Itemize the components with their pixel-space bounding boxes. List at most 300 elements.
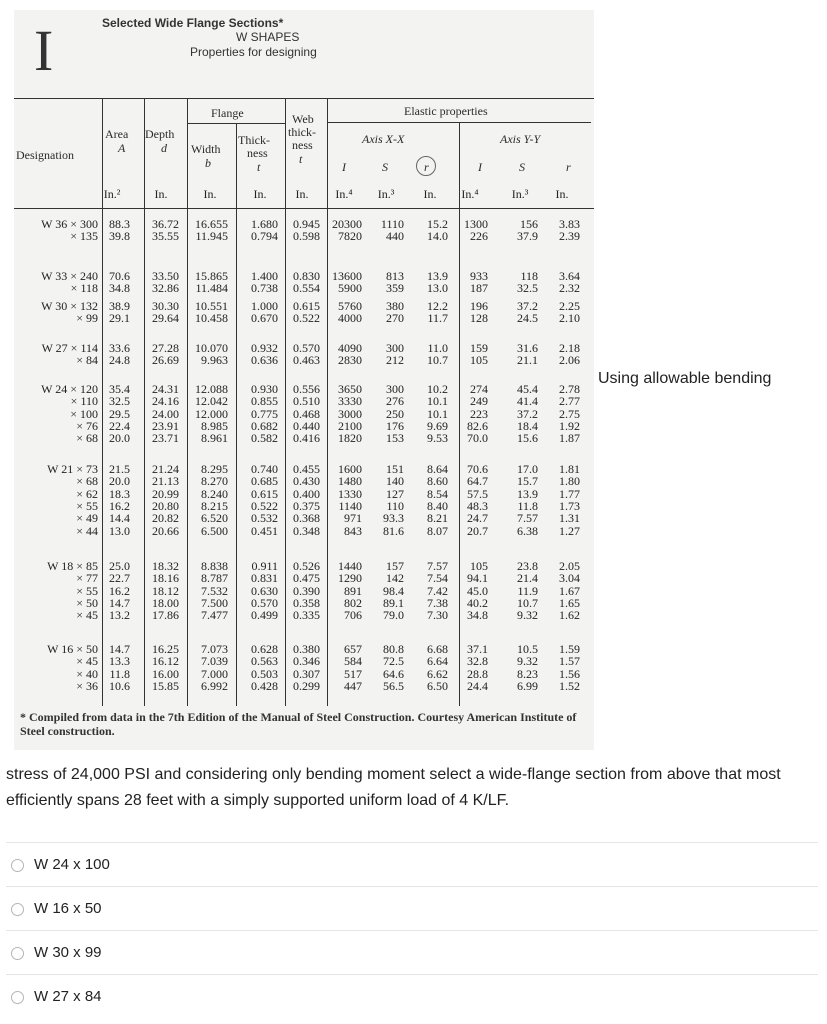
value-cell-tf: 0.532 [251,511,278,526]
unit-label: In. [203,187,217,201]
value-cell-rx: 8.21 [427,511,448,526]
value-cell-ix: 802 [344,595,362,610]
value-cell-tf: 0.499 [251,608,278,623]
value-cell-width: 7.500 [201,595,228,610]
header-r-y: r [566,160,571,174]
header-i-x: I [342,160,346,174]
value-cell-area: 14.4 [109,511,130,526]
value-cell-depth: 35.55 [152,229,179,244]
header-bottom-rule [14,208,594,209]
value-cell-tf: 1.680 [251,217,278,231]
value-cell-tw: 0.335 [293,608,320,623]
radio-button[interactable] [11,947,24,960]
value-cell-sx: 127 [386,486,404,501]
value-cell-iy: 45.0 [467,583,488,598]
designation-cell: × 99 [76,311,98,326]
value-cell-iy: 24.4 [467,678,488,693]
value-cell-tw: 0.455 [293,462,320,476]
value-cell-ix: 7820 [338,229,362,244]
option-4[interactable] [6,974,818,1019]
value-cell-sy: 6.99 [517,678,538,693]
value-cell-tw: 0.463 [293,353,320,368]
value-cell-sy: 37.2 [517,406,538,421]
value-cell-rx: 13.0 [427,281,448,296]
value-cell-width: 7.039 [201,654,228,669]
value-cell-ry: 1.52 [559,678,580,693]
value-cell-ix: 5760 [338,299,362,313]
value-cell-width: 11.484 [195,281,228,296]
value-cell-sy: 13.9 [517,486,538,501]
value-cell-area: 22.4 [109,418,130,433]
value-cell-depth: 23.91 [152,418,179,433]
value-cell-ry: 1.31 [559,511,580,526]
designation-cell: × 36 [76,678,98,693]
value-cell-tf: 0.775 [251,406,278,421]
circled-r-mark [416,156,436,176]
value-cell-depth: 20.82 [152,511,179,526]
value-cell-tw: 0.556 [293,382,320,396]
value-cell-depth: 16.00 [152,666,179,681]
value-cell-sy: 45.4 [517,382,538,396]
value-cell-ix: 1290 [338,571,362,586]
value-cell-depth: 24.31 [152,382,179,396]
radio-button[interactable] [11,859,24,872]
value-cell-tf: 0.930 [251,382,278,396]
designation-cell: W 21 × 73 [47,462,98,476]
value-cell-width: 12.042 [195,394,228,409]
value-cell-area: 14.7 [109,595,130,610]
value-cell-area: 18.3 [109,486,130,501]
designation-cell: × 45 [76,654,98,669]
value-cell-iy: 70.6 [467,462,488,476]
value-cell-sx: 813 [386,269,404,283]
value-cell-ix: 1820 [338,431,362,446]
value-cell-sy: 11.9 [517,583,538,598]
value-cell-ix: 1140 [338,498,362,513]
header-i-y: I [478,160,482,174]
value-cell-tf: 1.000 [251,299,278,313]
value-cell-area: 13.3 [109,654,130,669]
option-3[interactable] [6,930,818,975]
header-depth-symbol: d [161,141,167,155]
value-cell-area: 38.9 [109,299,130,313]
header-elastic: Elastic properties [404,104,488,118]
value-cell-width: 8.215 [201,498,228,513]
value-cell-iy: 933 [470,269,488,283]
value-cell-iy: 249 [470,394,488,409]
header-web-symbol: t [299,152,303,166]
value-cell-rx: 8.07 [427,523,448,538]
value-cell-tf: 0.522 [251,498,278,513]
value-cell-sx: 1110 [380,217,404,231]
value-cell-ix: 657 [344,642,362,656]
value-cell-ix: 4090 [338,341,362,355]
value-cell-ry: 1.87 [559,431,580,446]
header-thickness-symbol: t [257,160,261,174]
value-cell-area: 29.1 [109,311,130,326]
header-axis-y: Axis Y-Y [500,132,541,146]
value-cell-width: 6.520 [201,511,228,526]
value-cell-ry: 2.75 [559,406,580,421]
value-cell-tw: 0.346 [293,654,320,669]
value-cell-ry: 1.56 [559,666,580,681]
value-cell-tw: 0.522 [293,311,320,326]
value-cell-sy: 9.32 [517,654,538,669]
value-cell-area: 33.6 [109,341,130,355]
value-cell-width: 6.500 [201,523,228,538]
value-cell-rx: 6.68 [427,642,448,656]
value-cell-sx: 80.8 [383,642,404,656]
value-cell-width: 11.945 [195,229,228,244]
value-cell-ry: 1.67 [559,583,580,598]
value-cell-tf: 0.682 [251,418,278,433]
option-label: W 24 x 100 [34,856,110,873]
designation-cell: W 36 × 300 [41,217,98,231]
steel-table-image [14,10,594,750]
value-cell-rx: 6.50 [427,678,448,693]
table-title: Selected Wide Flange Sections* [102,16,284,30]
value-cell-ix: 517 [344,666,362,681]
designation-cell: × 84 [76,353,98,368]
designation-cell: W 33 × 240 [41,269,98,283]
value-cell-tw: 0.348 [293,523,320,538]
radio-button[interactable] [11,991,24,1004]
value-cell-sx: 151 [386,462,404,476]
value-cell-depth: 17.86 [152,608,179,623]
value-cell-tw: 0.570 [293,341,320,355]
value-cell-sx: 56.5 [383,678,404,693]
value-cell-sx: 440 [386,229,404,244]
value-cell-tf: 0.628 [251,642,278,656]
unit-label: In.² [103,187,121,201]
value-cell-depth: 20.66 [152,523,179,538]
unit-label: In. [555,187,569,201]
designation-cell: × 45 [76,608,98,623]
value-cell-ry: 2.32 [559,281,580,296]
value-cell-ry: 3.64 [559,269,580,283]
value-cell-depth: 18.12 [152,583,179,598]
value-cell-depth: 16.25 [152,642,179,656]
value-cell-area: 24.8 [109,353,130,368]
value-cell-rx: 6.62 [427,666,448,681]
value-cell-sy: 37.9 [517,229,538,244]
value-cell-iy: 223 [470,406,488,421]
value-cell-sy: 6.38 [517,523,538,538]
value-cell-tf: 0.685 [251,474,278,489]
header-thickness: Thick- [238,133,270,147]
value-cell-ry: 3.04 [559,571,580,586]
value-cell-ix: 4000 [338,311,362,326]
value-cell-tf: 0.911 [251,559,278,573]
value-cell-rx: 15.2 [427,217,448,231]
designation-cell: W 30 × 132 [41,299,98,313]
unit-label: In. [423,187,437,201]
value-cell-depth: 20.99 [152,486,179,501]
value-cell-tw: 0.554 [293,281,320,296]
value-cell-depth: 27.28 [152,341,179,355]
value-cell-rx: 10.1 [427,406,448,421]
footnote: * Compiled from data in the 7th Edition of the Manual of Steel Construction. Courtesy American Institute of Steel construction. [20,710,577,738]
value-cell-width: 10.458 [195,311,228,326]
value-cell-area: 35.4 [109,382,130,396]
value-cell-depth: 30.30 [152,299,179,313]
value-cell-ry: 1.27 [559,523,580,538]
value-cell-iy: 159 [470,341,488,355]
header-web-3: ness [292,138,313,152]
value-cell-rx: 7.38 [427,595,448,610]
value-cell-tw: 0.430 [293,474,320,489]
value-cell-rx: 7.30 [427,608,448,623]
value-cell-width: 10.070 [195,341,228,355]
value-cell-width: 15.865 [195,269,228,283]
header-thickness-2: ness [247,146,268,160]
value-cell-depth: 18.16 [152,571,179,586]
value-cell-area: 16.2 [109,583,130,598]
value-cell-rx: 7.57 [427,559,448,573]
header-web-2: thick- [288,125,316,139]
designation-cell: × 44 [76,523,98,538]
value-cell-rx: 10.1 [427,394,448,409]
value-cell-iy: 32.8 [467,654,488,669]
value-cell-tw: 0.440 [293,418,320,433]
i-beam-symbol: I [34,18,54,83]
designation-cell: × 110 [70,394,98,409]
value-cell-rx: 7.42 [427,583,448,598]
col-rule-4 [236,123,237,706]
value-cell-tw: 0.526 [293,559,320,573]
value-cell-width: 12.000 [195,406,228,421]
header-area-symbol: A [118,141,126,155]
value-cell-sy: 24.5 [517,311,538,326]
value-cell-tf: 0.570 [251,595,278,610]
value-cell-iy: 105 [470,353,488,368]
question-text: stress of 24,000 PSI and considering only bending moment select a wide-flange section from above that most efficiently spans 28 feet with a simply supported uniform load of 4 K/LF. [6,766,781,809]
unit-label: In. [154,187,168,201]
designation-cell: × 50 [76,595,98,610]
header-designation: Designation [16,148,74,162]
value-cell-sx: 380 [386,299,404,313]
value-cell-tf: 1.400 [251,269,278,283]
header-r-x: r [424,160,429,174]
table-subtitle: W SHAPES [236,30,300,44]
value-cell-width: 8.961 [201,431,228,446]
value-cell-sy: 21.4 [517,571,538,586]
value-cell-tw: 0.615 [293,299,320,313]
value-cell-area: 29.5 [109,406,130,421]
designation-cell: × 55 [76,583,98,598]
value-cell-rx: 11.0 [427,341,448,355]
value-cell-iy: 40.2 [467,595,488,610]
value-cell-rx: 8.54 [427,486,448,501]
value-cell-tw: 0.307 [293,666,320,681]
option-label: W 16 x 50 [34,900,102,917]
value-cell-tw: 0.400 [293,486,320,501]
designation-cell: W 16 × 50 [47,642,98,656]
value-cell-rx: 8.60 [427,474,448,489]
designation-cell: W 27 × 114 [41,341,98,355]
value-cell-iy: 24.7 [467,511,488,526]
value-cell-sx: 81.6 [383,523,404,538]
value-cell-ry: 2.05 [559,559,580,573]
value-cell-ry: 2.78 [559,382,580,396]
value-cell-ry: 2.39 [559,229,580,244]
value-cell-depth: 24.00 [152,406,179,421]
value-cell-ix: 2830 [338,353,362,368]
header-area: Area [105,127,129,141]
header-depth: Depth [145,127,175,141]
designation-cell: × 68 [76,431,98,446]
value-cell-ix: 1330 [338,486,362,501]
value-cell-sx: 79.0 [383,608,404,623]
value-cell-sx: 142 [386,571,404,586]
value-cell-width: 8.295 [201,462,228,476]
value-cell-depth: 16.12 [152,654,179,669]
value-cell-tf: 0.428 [251,678,278,693]
header-s-x: S [382,160,388,174]
unit-label: In.³ [511,187,529,201]
value-cell-width: 7.477 [201,608,228,623]
radio-button[interactable] [11,903,24,916]
value-cell-area: 16.2 [109,498,130,513]
value-cell-rx: 9.69 [427,418,448,433]
value-cell-depth: 15.85 [152,678,179,693]
value-cell-ry: 2.77 [559,394,580,409]
value-cell-rx: 13.9 [427,269,448,283]
value-cell-sy: 23.8 [517,559,538,573]
value-cell-sx: 359 [386,281,404,296]
value-cell-iy: 226 [470,229,488,244]
header-flange: Flange [211,106,244,120]
value-cell-tf: 0.670 [251,311,278,326]
value-cell-sy: 10.7 [517,595,538,610]
designation-cell: × 55 [76,498,98,513]
value-cell-sy: 7.57 [517,511,538,526]
value-cell-rx: 14.0 [427,229,448,244]
value-cell-ix: 447 [344,678,362,693]
designation-cell: × 40 [76,666,98,681]
value-cell-tw: 0.358 [293,595,320,610]
value-cell-sx: 72.5 [383,654,404,669]
value-cell-depth: 29.64 [152,311,179,326]
value-cell-ix: 2100 [338,418,362,433]
option-label: W 30 x 99 [34,944,102,961]
value-cell-ix: 891 [344,583,362,598]
value-cell-iy: 20.7 [467,523,488,538]
value-cell-sx: 110 [386,498,404,513]
header-top-rule [14,98,594,99]
table-subtitle-2: Properties for designing [190,45,317,59]
value-cell-iy: 34.8 [467,608,488,623]
value-cell-ix: 1600 [338,462,362,476]
value-cell-tw: 0.468 [293,406,320,421]
value-cell-width: 8.985 [201,418,228,433]
value-cell-ry: 1.77 [559,486,580,501]
value-cell-tf: 0.582 [251,431,278,446]
value-cell-tf: 0.855 [251,394,278,409]
value-cell-iy: 187 [470,281,488,296]
value-cell-tf: 0.563 [251,654,278,669]
value-cell-depth: 18.32 [152,559,179,573]
value-cell-ry: 1.81 [559,462,580,476]
value-cell-ry: 1.73 [559,498,580,513]
value-cell-tw: 0.390 [293,583,320,598]
value-cell-area: 11.8 [109,666,130,681]
value-cell-width: 8.787 [201,571,228,586]
value-cell-tf: 0.932 [251,341,278,355]
value-cell-iy: 48.3 [467,498,488,513]
value-cell-width: 9.963 [201,353,228,368]
value-cell-iy: 57.5 [467,486,488,501]
value-cell-sy: 11.8 [517,498,538,513]
value-cell-ry: 1.92 [559,418,580,433]
designation-cell: × 49 [76,511,98,526]
value-cell-sy: 10.5 [517,642,538,656]
value-cell-rx: 7.54 [427,571,448,586]
option-2[interactable] [6,886,818,931]
value-cell-ix: 584 [344,654,362,669]
value-cell-depth: 18.00 [152,595,179,610]
value-cell-area: 70.6 [109,269,130,283]
value-cell-rx: 8.64 [427,462,448,476]
designation-cell: × 100 [70,406,98,421]
value-cell-tw: 0.830 [293,269,320,283]
value-cell-area: 25.0 [109,559,130,573]
value-cell-width: 8.270 [201,474,228,489]
value-cell-iy: 64.7 [467,474,488,489]
value-cell-rx: 6.64 [427,654,448,669]
value-cell-tw: 0.598 [293,229,320,244]
value-cell-sx: 89.1 [383,595,404,610]
value-cell-ry: 2.25 [559,299,580,313]
value-cell-tw: 0.510 [293,394,320,409]
value-cell-tw: 0.368 [293,511,320,526]
value-cell-depth: 21.24 [152,462,179,476]
value-cell-sy: 21.1 [517,353,538,368]
unit-label: In.⁴ [461,187,479,201]
value-cell-width: 8.838 [201,559,228,573]
value-cell-width: 12.088 [195,382,228,396]
unit-label: In.⁴ [335,187,353,201]
value-cell-tf: 0.615 [251,486,278,501]
value-cell-sx: 64.6 [383,666,404,681]
unit-label: In. [295,187,309,201]
value-cell-ix: 13600 [332,269,362,283]
value-cell-sy: 18.4 [517,418,538,433]
value-cell-sy: 8.23 [517,666,538,681]
value-cell-rx: 9.53 [427,431,448,446]
value-cell-sy: 17.0 [517,462,538,476]
value-cell-ry: 2.10 [559,311,580,326]
value-cell-iy: 105 [470,559,488,573]
unit-label: In.³ [377,187,395,201]
value-cell-tf: 0.831 [251,571,278,586]
value-cell-ry: 1.62 [559,608,580,623]
value-cell-tw: 0.945 [293,217,320,231]
option-label: W 27 x 84 [34,988,102,1005]
value-cell-width: 7.000 [201,666,228,681]
option-1[interactable] [6,842,818,887]
value-cell-iy: 1300 [464,217,488,231]
value-cell-sx: 212 [386,353,404,368]
value-cell-sy: 37.2 [517,299,538,313]
value-cell-tw: 0.475 [293,571,320,586]
value-cell-tw: 0.380 [293,642,320,656]
value-cell-area: 22.7 [109,571,130,586]
value-cell-tw: 0.375 [293,498,320,513]
header-axis-x: Axis X-X [362,132,405,146]
value-cell-sy: 118 [520,269,538,283]
value-cell-sx: 157 [386,559,404,573]
